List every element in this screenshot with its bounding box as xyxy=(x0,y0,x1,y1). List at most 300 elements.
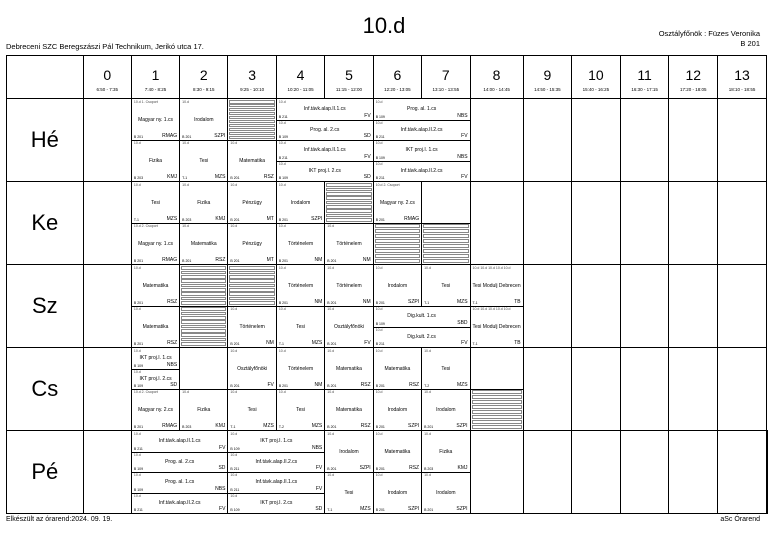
lesson-cell[interactable] xyxy=(325,348,373,431)
lesson-group-label: 10.d xyxy=(424,473,431,477)
lesson-subject: Matematika xyxy=(239,157,266,164)
lesson-room: B 211 xyxy=(230,467,240,471)
lesson-group-label: 10.d xyxy=(375,141,383,145)
lesson-subject: Tesi xyxy=(199,157,209,164)
lesson-room: B 203 xyxy=(182,425,192,429)
lesson-room: B 201 xyxy=(278,218,288,222)
period-header: 8 14:00 - 14:45 xyxy=(470,56,523,99)
lesson-subject: Inf.távk.alap.II.1.cs xyxy=(303,147,346,154)
lesson-group-label: 10.d xyxy=(230,452,238,457)
lesson-subject: IKT proj.I. 1.cs xyxy=(139,355,172,362)
condensed-lesson-line xyxy=(181,320,226,324)
condensed-lesson-line xyxy=(181,325,226,329)
lesson-teacher: FV xyxy=(364,340,371,346)
lesson-room: B 109 xyxy=(133,363,144,368)
lesson-cell-empty xyxy=(669,348,718,431)
lesson-cell-empty xyxy=(572,265,621,348)
lesson-teacher: NM xyxy=(314,257,323,263)
condensed-lesson-line xyxy=(181,312,226,316)
lesson-group-label: 10.d xyxy=(278,183,286,187)
condensed-lesson-line xyxy=(326,218,371,222)
lesson-teacher: FV xyxy=(364,112,371,119)
lesson-subject: IKT proj.I. 2.cs xyxy=(260,499,293,506)
condensed-lesson-line xyxy=(229,132,274,135)
lesson-subject: Tesi Modulj Debrecen xyxy=(472,323,521,330)
lesson-cell[interactable] xyxy=(276,348,324,431)
lesson-group-label: 10.d xyxy=(327,307,335,311)
condensed-lesson-line xyxy=(229,116,274,119)
lesson-subject: Matematika xyxy=(384,365,411,372)
condensed-lesson-line xyxy=(326,183,371,187)
lesson-group-label: 10.d xyxy=(133,349,141,353)
lesson-subject: Tesi Modulj Debrecen xyxy=(472,282,521,289)
lesson-cell[interactable] xyxy=(470,348,523,431)
lesson-room: B 201 xyxy=(327,467,337,471)
lesson-group-label: 10.d xyxy=(424,432,431,436)
lesson-room: T-1 xyxy=(230,425,236,429)
lesson-subject: Matematika xyxy=(142,282,169,289)
lesson-cell-empty xyxy=(572,348,621,431)
period-header: 11 16:30 - 17:15 xyxy=(620,56,669,99)
condensed-lesson-line xyxy=(181,333,226,337)
lesson-group-label: 10.d xyxy=(375,161,383,166)
lesson-cell-empty xyxy=(767,431,768,514)
lesson-cell[interactable] xyxy=(325,265,373,348)
condensed-lesson-line xyxy=(375,244,420,248)
condensed-lesson-line xyxy=(229,275,274,279)
lesson-room: B 109 xyxy=(133,384,144,388)
lesson-cell[interactable] xyxy=(228,182,276,265)
lesson-teacher: FV xyxy=(461,133,468,139)
lesson-group-label: 10.d xyxy=(133,183,141,187)
lesson-group-label: 10.d xyxy=(327,432,335,436)
lesson-group-label: 10.d xyxy=(327,390,335,394)
lesson-cell-empty xyxy=(83,99,131,182)
lesson-room: T-1 xyxy=(327,508,333,512)
lesson-group-label: 10.d xyxy=(182,390,189,394)
lesson-group-label: 10.d xyxy=(375,473,383,477)
lesson-room: B 211 xyxy=(230,487,240,492)
lesson-group-label: 10.d xyxy=(230,183,238,187)
lesson-group-label: 10.d xyxy=(182,224,189,228)
lesson-cell-empty xyxy=(718,265,767,348)
condensed-lesson-line xyxy=(423,239,468,243)
condensed-lesson-line xyxy=(229,128,274,131)
lesson-teacher: FV xyxy=(315,465,323,471)
lesson-cell-empty xyxy=(83,431,131,514)
lesson-cell-empty xyxy=(523,431,571,514)
period-header: 0 6:50 - 7:35 xyxy=(83,56,131,99)
lesson-teacher: FV xyxy=(461,340,468,346)
lesson-subject: Osztályfőnöki xyxy=(237,365,268,372)
period-header: 12 17:20 - 18:05 xyxy=(669,56,718,99)
condensed-lesson-line xyxy=(229,284,274,288)
lesson-cell[interactable] xyxy=(325,431,373,514)
lesson-subject: Osztályfőnöki xyxy=(333,323,364,330)
lesson-cell-empty xyxy=(718,348,767,431)
day-label: Hé xyxy=(7,99,84,182)
lesson-group-label: 10.d xyxy=(327,349,335,353)
lesson-cell-empty xyxy=(718,431,767,514)
lesson-group-label: 10.d xyxy=(278,224,286,228)
lesson-cell[interactable] xyxy=(131,99,179,182)
lesson-cell-empty xyxy=(470,431,523,514)
period-header: 7 13:10 - 13:55 xyxy=(422,56,470,99)
period-header: 9 14:50 - 15:35 xyxy=(523,56,571,99)
lesson-cell[interactable] xyxy=(131,348,179,431)
lesson-cell[interactable] xyxy=(422,431,470,514)
condensed-lesson-line xyxy=(326,192,371,196)
lesson-cell[interactable] xyxy=(131,431,228,514)
lesson-cell[interactable] xyxy=(373,99,470,182)
lesson-cell-empty xyxy=(572,182,621,265)
lesson-cell[interactable] xyxy=(422,182,470,265)
lesson-group-label: 10.d xyxy=(375,120,383,125)
lesson-teacher: RSZ xyxy=(360,382,371,388)
lesson-group-label: 10.d xyxy=(375,266,383,270)
class-title: 10.d xyxy=(362,13,406,38)
period-header: 6 12:20 - 13:05 xyxy=(373,56,421,99)
lesson-subject: Tesi xyxy=(296,323,305,330)
day-row-tuesday xyxy=(7,182,768,265)
lesson-subject: Tesi xyxy=(247,406,257,413)
lesson-teacher: SD xyxy=(315,506,323,512)
lesson-cell-empty xyxy=(669,182,718,265)
lesson-subject: Magyar ny. 2.cs xyxy=(379,199,415,206)
lesson-subject: Matematika xyxy=(384,448,411,455)
lesson-group-label: 10.d xyxy=(278,390,286,394)
lesson-cell-empty xyxy=(470,182,523,265)
lesson-group-label: 10.d xyxy=(230,432,238,436)
lesson-teacher: FV xyxy=(219,444,226,451)
lesson-cell[interactable] xyxy=(325,182,373,265)
lesson-teacher: SZPI xyxy=(407,423,420,429)
lesson-teacher: FV xyxy=(364,153,371,160)
condensed-lesson-line xyxy=(229,120,274,123)
condensed-lesson-line xyxy=(326,188,371,192)
lesson-cell[interactable] xyxy=(180,182,228,265)
corner-cell xyxy=(7,56,84,99)
condensed-lesson-line xyxy=(181,275,226,279)
lesson-subject: Prog. al. 1.cs xyxy=(165,479,195,486)
lesson-room: B 201 xyxy=(230,176,240,180)
lesson-teacher: FV xyxy=(267,382,274,388)
lesson-room: B 201 xyxy=(133,425,144,429)
lesson-teacher: KMJ xyxy=(167,174,178,180)
lesson-room: B 201 xyxy=(133,301,144,305)
lesson-teacher: RSZ xyxy=(167,340,178,346)
lesson-teacher: SZPI xyxy=(407,506,420,512)
lesson-room: B 211 xyxy=(375,176,385,180)
condensed-lesson-line xyxy=(375,259,420,263)
lesson-room: B 201 xyxy=(327,259,337,263)
lesson-room: B 109 xyxy=(375,321,385,326)
lesson-cell-empty xyxy=(83,348,131,431)
lesson-teacher: MT xyxy=(266,216,274,222)
condensed-lesson-line xyxy=(423,229,468,233)
lesson-group-label: 10.d xyxy=(375,327,383,332)
lesson-room: B 201 xyxy=(278,259,288,263)
lesson-cell[interactable] xyxy=(228,99,276,182)
lesson-subject: Prog. al. 2.cs xyxy=(310,126,340,133)
lesson-subject: IKT proj.I. 1.cs xyxy=(260,438,293,445)
lesson-cell[interactable] xyxy=(422,348,470,431)
lesson-cell[interactable] xyxy=(180,99,228,182)
lesson-group-label: 10.d 10.d 10.d 10.d 10.d xyxy=(472,266,511,270)
condensed-lesson-line xyxy=(181,297,226,301)
condensed-lesson-line xyxy=(229,271,274,275)
lesson-group-label: 10.d xyxy=(230,390,238,394)
condensed-lesson-line xyxy=(181,329,226,333)
lesson-group-label: 10.d xyxy=(182,141,189,145)
lesson-teacher: SZPI xyxy=(407,299,420,305)
lesson-room: B 201 xyxy=(375,425,385,429)
lesson-subject: Fizika xyxy=(197,406,211,413)
period-header: 1 7:40 - 8:25 xyxy=(131,56,179,99)
day-label: Sz xyxy=(7,265,84,348)
lesson-group-label: 10.d xyxy=(278,120,286,125)
lesson-group-label: 10.d xyxy=(375,390,383,394)
lesson-teacher: NBS xyxy=(215,485,226,492)
lesson-room: B 201 xyxy=(375,508,385,512)
lesson-group-label: 10.d xyxy=(375,100,383,104)
lesson-room: B 201 xyxy=(327,301,337,305)
lesson-group-label: 10.d xyxy=(327,224,335,228)
lesson-subject: Inf.távk.alap.II.1.cs xyxy=(158,438,201,445)
lesson-group-label: 10.d xyxy=(375,432,383,436)
lesson-subject: Prog. al. 1.cs xyxy=(407,106,437,113)
condensed-lesson-line xyxy=(229,297,274,301)
lesson-teacher: KMJ xyxy=(457,465,468,471)
lesson-cell[interactable] xyxy=(180,348,228,431)
lesson-subject: IKT proj.I. 1.cs xyxy=(405,147,438,154)
condensed-lesson-line xyxy=(375,249,420,253)
lesson-room: B 109 xyxy=(230,446,240,451)
lesson-group-label: 10.d xyxy=(230,493,238,498)
lesson-subject: Inf.távk.alap.II.2.cs xyxy=(400,167,443,174)
lesson-cell-empty xyxy=(620,182,669,265)
condensed-lesson-line xyxy=(423,259,468,263)
lesson-group-label: 10.d xyxy=(424,349,431,353)
lesson-subject: Történelem xyxy=(239,323,265,330)
lesson-teacher: MZS xyxy=(456,299,468,305)
lesson-cell[interactable] xyxy=(373,431,421,514)
lesson-group-label: 10.d xyxy=(327,266,335,270)
lesson-room: B 109 xyxy=(375,114,385,119)
condensed-lesson-line xyxy=(229,266,274,270)
lesson-teacher: TB xyxy=(514,299,521,305)
lesson-room: T-1 xyxy=(472,342,478,346)
condensed-lesson-line xyxy=(181,338,226,342)
lesson-teacher: NBS xyxy=(166,361,178,368)
lesson-group-label: 10.d xyxy=(424,390,431,394)
lesson-teacher: NBS xyxy=(457,112,468,119)
lesson-subject: Tesi xyxy=(441,365,451,372)
lesson-subject: Fizika xyxy=(197,199,211,206)
lesson-cell-empty xyxy=(669,99,718,182)
lesson-subject: Inf.távk.alap.II.1.cs xyxy=(255,479,298,486)
lesson-subject: IKT proj.I. 2.cs xyxy=(139,375,172,382)
lesson-room: B 109 xyxy=(133,487,144,492)
lesson-cell[interactable] xyxy=(276,182,324,265)
lesson-teacher: RMAG xyxy=(404,216,420,222)
lesson-group-label: 10.d 2. Csoport xyxy=(375,183,400,187)
condensed-lesson-line xyxy=(472,405,522,409)
lesson-room: B 201 xyxy=(133,259,144,263)
form-teacher-block xyxy=(659,29,760,48)
lesson-cell[interactable] xyxy=(276,99,373,182)
lesson-group-label: 10.d xyxy=(278,161,286,166)
lesson-teacher: NM xyxy=(314,382,323,388)
lesson-teacher: SZPI xyxy=(456,506,468,512)
condensed-lesson-line xyxy=(229,136,274,139)
condensed-lesson-line xyxy=(181,266,226,270)
lesson-teacher: SZPI xyxy=(214,133,226,139)
lesson-teacher: SZPI xyxy=(311,216,323,222)
condensed-lesson-line xyxy=(229,279,274,283)
lesson-teacher: FV xyxy=(315,485,323,492)
lesson-subject: Történelem xyxy=(287,365,314,372)
lesson-room: B 109 xyxy=(133,467,144,471)
lesson-cell[interactable] xyxy=(373,265,470,348)
lesson-group-label: 10.d xyxy=(230,349,238,353)
lesson-teacher: RSZ xyxy=(263,174,274,180)
lesson-cell-empty xyxy=(669,265,718,348)
lesson-subject: Irodalom xyxy=(194,116,214,123)
lesson-group-label: 10.d xyxy=(133,432,141,436)
lesson-group-label: 10.d 1. Csoport xyxy=(133,100,158,104)
lesson-group-label: 10.d 2. Csoport xyxy=(133,224,158,228)
period-header: 4 10:20 - 11:05 xyxy=(276,56,324,99)
lesson-room: B 201 xyxy=(375,384,385,388)
lesson-subject: Tesi xyxy=(344,489,354,496)
lesson-subject: Tesi xyxy=(296,406,305,413)
lesson-teacher: RMAG xyxy=(162,133,178,139)
form-teacher: Osztályfőnök : Füzes Veronika xyxy=(658,29,760,38)
lesson-room: B 201 xyxy=(230,218,240,222)
condensed-lesson-line xyxy=(229,100,274,103)
lesson-room: B 201 xyxy=(327,342,337,346)
day-label: Cs xyxy=(7,348,84,431)
condensed-lesson-line xyxy=(472,400,522,404)
condensed-lesson-line xyxy=(472,395,522,399)
lesson-room: T-2 xyxy=(424,384,430,388)
lesson-subject: Tesi xyxy=(441,282,451,289)
lesson-room: B 201 xyxy=(424,425,434,429)
lesson-teacher: NM xyxy=(266,340,274,346)
condensed-lesson-line xyxy=(181,307,226,311)
lesson-group-label: 10.d xyxy=(375,349,383,353)
lesson-group-label: 10.d xyxy=(133,266,141,270)
lesson-cell[interactable] xyxy=(373,348,421,431)
lesson-group-label: 10.d xyxy=(133,473,141,477)
condensed-lesson-line xyxy=(375,239,420,243)
lesson-cell[interactable] xyxy=(470,265,523,348)
lesson-cell[interactable] xyxy=(228,348,276,431)
lesson-room: B 201 xyxy=(327,384,337,388)
lesson-cell[interactable] xyxy=(228,265,276,348)
lesson-subject: IKT proj.I. 2.cs xyxy=(308,167,341,174)
lesson-subject: Irodalom xyxy=(387,406,408,413)
lesson-teacher: MZS xyxy=(166,216,178,222)
day-row-monday xyxy=(7,99,768,182)
lesson-group-label: 10.d xyxy=(133,141,141,145)
condensed-lesson-line xyxy=(423,244,468,248)
lesson-teacher: MZS xyxy=(311,423,323,429)
lesson-group-label: 10.d xyxy=(230,224,238,228)
day-label: Pé xyxy=(7,431,84,514)
lesson-teacher: NM xyxy=(362,257,371,263)
lesson-cell[interactable] xyxy=(228,431,325,514)
lesson-teacher: MZS xyxy=(456,382,468,388)
condensed-lesson-line xyxy=(326,214,371,218)
lesson-subject: Magyar ny. 1.cs xyxy=(138,240,173,247)
timetable-grid xyxy=(6,55,768,514)
lesson-subject: Történelem xyxy=(287,282,314,289)
lesson-teacher: RSZ xyxy=(409,465,420,471)
lesson-cell-empty xyxy=(572,431,621,514)
period-header: 5 11:15 - 12:00 xyxy=(325,56,373,99)
lesson-subject: Történelem xyxy=(336,282,362,289)
lesson-group-label: 10.d xyxy=(182,183,189,187)
lesson-teacher: KMJ xyxy=(215,216,226,222)
lesson-teacher: MZS xyxy=(311,340,323,346)
lesson-room: T-1 xyxy=(278,342,284,346)
generated-date: Elkészült az órarend:2024. 09. 19. xyxy=(6,516,113,523)
lesson-cell[interactable] xyxy=(131,182,179,265)
lesson-room: B 203 xyxy=(133,176,144,180)
condensed-lesson-line xyxy=(229,104,274,107)
day-row-thursday xyxy=(7,348,768,431)
condensed-lesson-line xyxy=(229,108,274,111)
condensed-lesson-line xyxy=(229,292,274,296)
lesson-cell[interactable] xyxy=(373,182,421,265)
condensed-lesson-line xyxy=(229,124,274,127)
lesson-room: B 201 xyxy=(375,301,385,305)
school-name: Debreceni SZC Beregszászi Pál Technikum, Jerikó utca 17. xyxy=(6,42,204,51)
lesson-room: B 211 xyxy=(375,342,385,346)
lesson-cell-empty xyxy=(523,182,571,265)
lesson-subject: Matematika xyxy=(142,323,169,330)
condensed-lesson-line xyxy=(326,201,371,205)
period-header: 10 15:40 - 16:25 xyxy=(572,56,621,99)
lesson-subject: Irodalom xyxy=(387,489,408,496)
condensed-lesson-line xyxy=(423,249,468,253)
lesson-cell-empty xyxy=(620,431,669,514)
condensed-lesson-line xyxy=(326,209,371,213)
lesson-teacher: SD xyxy=(363,174,371,180)
period-header: 3 9:25 - 10:10 xyxy=(228,56,276,99)
condensed-lesson-line xyxy=(472,425,522,429)
lesson-cell[interactable] xyxy=(276,265,324,348)
lesson-cell[interactable] xyxy=(180,265,228,348)
lesson-cell-empty xyxy=(470,99,523,182)
lesson-teacher: MZS xyxy=(360,506,371,512)
day-row-friday xyxy=(7,431,768,514)
lesson-room: B 201 xyxy=(230,259,240,263)
lesson-cell[interactable] xyxy=(131,265,179,348)
lesson-cell-empty xyxy=(523,99,571,182)
lesson-cell-empty xyxy=(620,265,669,348)
lesson-teacher: SZPI xyxy=(359,465,371,471)
lesson-teacher: RSZ xyxy=(409,382,420,388)
lesson-room: T-1 xyxy=(472,301,478,305)
lesson-room: B 201 xyxy=(182,259,192,263)
lesson-group-label: 10.d xyxy=(182,100,189,104)
lesson-teacher: SBD xyxy=(457,319,468,326)
lesson-group-label: 10.d xyxy=(278,141,286,145)
lesson-room: B 211 xyxy=(278,114,288,119)
